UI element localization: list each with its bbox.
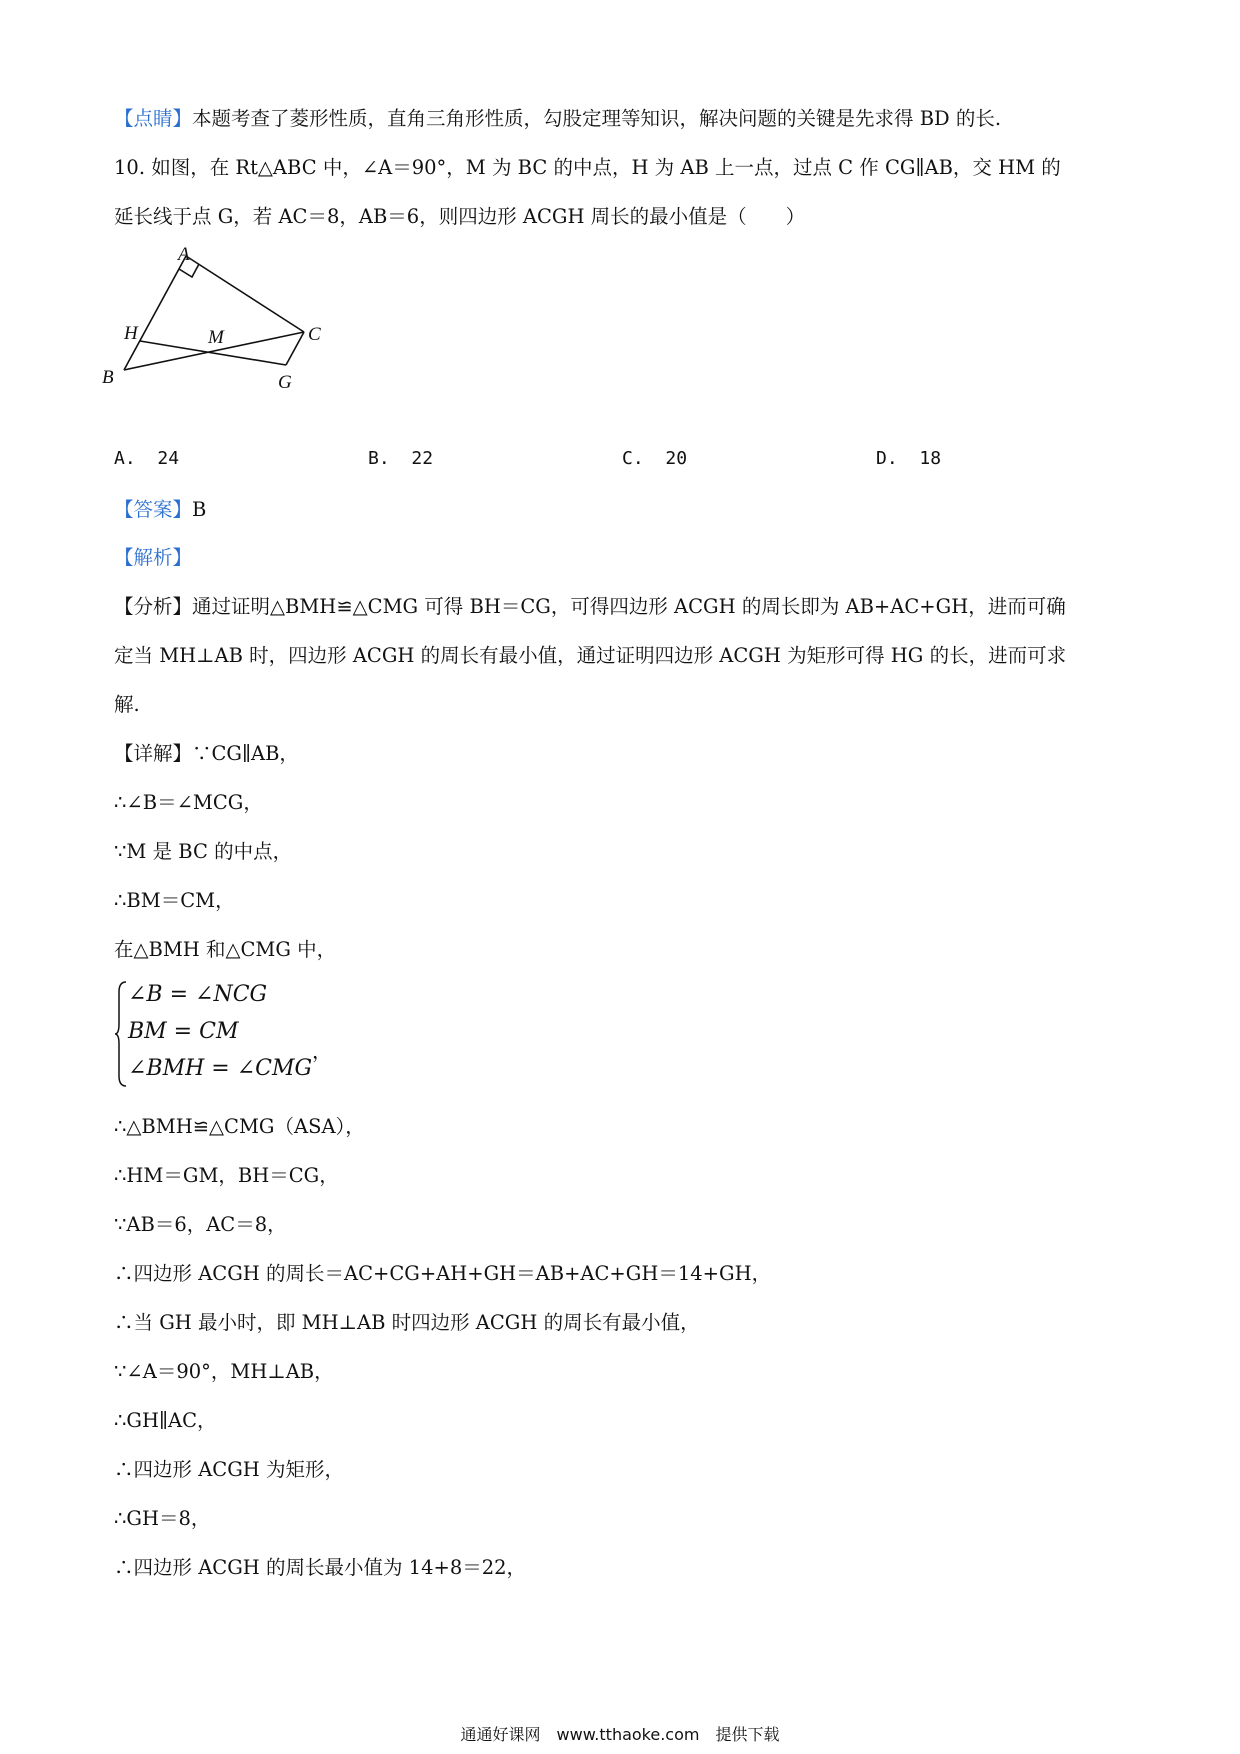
- segment-ac: [186, 256, 304, 332]
- left-brace: [114, 980, 128, 1088]
- answer: [114, 497, 206, 523]
- detail-step: ∵M 是 BC 的中点，: [114, 840, 293, 863]
- detail-step: ∴四边形 ACGH 为矩形，: [114, 1458, 344, 1481]
- label-c: C: [308, 324, 321, 345]
- equation-system: [114, 980, 414, 1088]
- equation-comma: ，: [312, 1039, 332, 1063]
- detail-step: ∴四边形 ACGH 的周长＝AC+CG+AH+GH＝AB+AC+GH＝14+GH，: [114, 1262, 772, 1285]
- key-point-text: 本题考查了菱形性质，直角三角形性质，勾股定理等知识，解决问题的关键是先求得 BD 的长.: [192, 107, 1002, 130]
- analysis-line-3: 解.: [114, 693, 140, 716]
- option-c: C. 20: [622, 448, 688, 469]
- answer-tag: 【答案】: [114, 498, 193, 521]
- option-a: A. 24: [114, 448, 180, 469]
- detail-step: ∴GH＝8，: [114, 1507, 211, 1530]
- label-b: B: [102, 367, 114, 388]
- equation-row: ∠B = ∠NCG: [128, 982, 268, 1007]
- segment-ab: [124, 256, 186, 370]
- analysis-tag: 【分析】: [114, 595, 193, 618]
- detail-tag: 【详解】: [114, 742, 193, 765]
- question-line-1: 10. 如图，在 Rt△ABC 中，∠A＝90°，M 为 BC 的中点，H 为 AB 上一点，过点 C 作 CG∥AB，交 HM 的: [114, 156, 1061, 179]
- equation-row: ∠BMH = ∠CMG: [128, 1056, 313, 1081]
- option-d: D. 18: [876, 448, 942, 469]
- analysis-line-2: 定当 MH⊥AB 时，四边形 ACGH 的周长有最小值，通过证明四边形 ACGH 为矩形可得 HG 的长，进而可求: [114, 644, 1067, 667]
- key-point-note: [114, 106, 1001, 132]
- equation-row: BM = CM: [128, 1019, 239, 1044]
- detail-step: ∵AB＝6，AC＝8，: [114, 1213, 287, 1236]
- key-point-tag: 【点睛】: [114, 107, 193, 130]
- detail-step: ∵∠A＝90°，MH⊥AB，: [114, 1360, 334, 1383]
- answer-value: B: [192, 498, 207, 521]
- geometry-diagram: [102, 244, 368, 433]
- detail-step: ∴∠B＝∠MCG，: [114, 791, 263, 814]
- label-m: M: [208, 327, 224, 348]
- label-a: A: [178, 244, 190, 265]
- detail-line-1: 【详解】∵CG∥AB，: [114, 742, 299, 765]
- page-footer: 通通好课网 www.tthaoke.com 提供下载: [460, 1725, 780, 1744]
- answer-options: [114, 448, 1014, 474]
- right-angle-mark: [179, 264, 199, 277]
- detail-step: ∴当 GH 最小时，即 MH⊥AB 时四边形 ACGH 的周长有最小值，: [114, 1311, 700, 1334]
- detail-step: ∴BM＝CM，: [114, 889, 235, 912]
- question-line-2: 延长线于点 G，若 AC＝8，AB＝6，则四边形 ACGH 周长的最小值是（ ）: [114, 205, 806, 228]
- label-h: H: [124, 323, 138, 344]
- segment-cg: [286, 332, 304, 365]
- analysis-title: 【解析】: [114, 546, 193, 569]
- option-b: B. 22: [368, 448, 434, 469]
- detail-step: ∴HM＝GM，BH＝CG，: [114, 1164, 339, 1187]
- label-g: G: [278, 372, 292, 393]
- detail-step: ∴四边形 ACGH 的周长最小值为 14+8＝22，: [114, 1556, 527, 1579]
- detail-step: ∴GH∥AC，: [114, 1409, 217, 1432]
- detail-step: ∴△BMH≌△CMG（ASA），: [114, 1115, 365, 1138]
- detail-step: 在△BMH 和△CMG 中，: [114, 938, 337, 961]
- analysis-line-1: 【分析】通过证明△BMH≌△CMG 可得 BH＝CG，可得四边形 ACGH 的周长即为 AB+AC+GH，进而可确: [114, 595, 1066, 618]
